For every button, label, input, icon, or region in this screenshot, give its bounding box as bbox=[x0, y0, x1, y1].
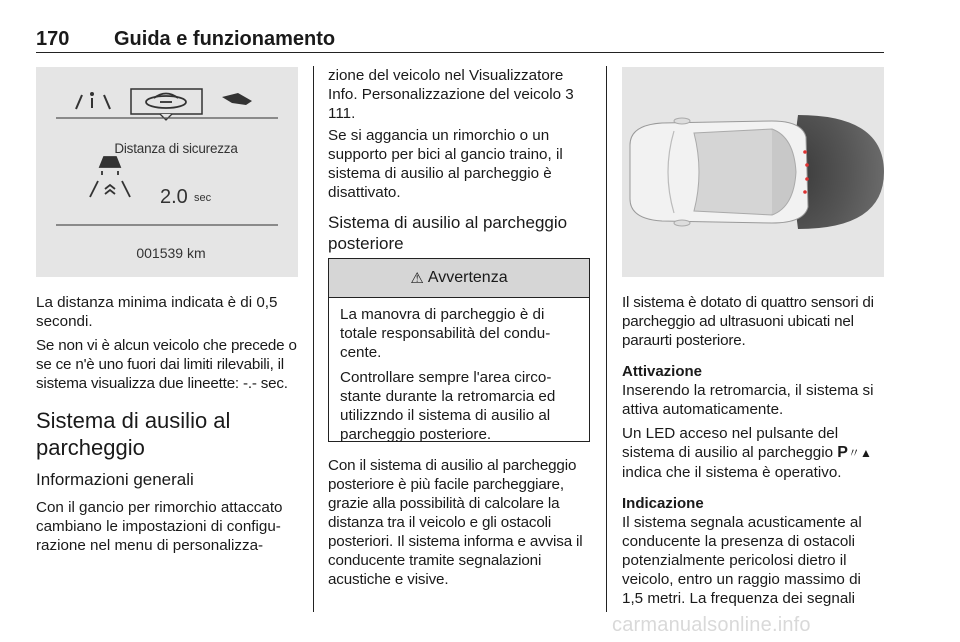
car-topview-drawing bbox=[622, 67, 884, 277]
page-reference[interactable]: 3 111. bbox=[328, 86, 574, 122]
paragraph: Il sistema è dotato di quattro sensori di parcheggio ad ultrasuoni ubicati nel paraurti posteriore. bbox=[622, 294, 874, 349]
following-distance-icon bbox=[90, 157, 130, 197]
parking-sensor-illustration bbox=[622, 67, 884, 277]
subsection-heading: Indicazione bbox=[622, 495, 704, 512]
warning-body bbox=[329, 298, 589, 444]
paragraph-text: Un LED acceso nel pulsante del sistema di ausilio al parcheggio bbox=[622, 425, 839, 461]
paragraph bbox=[622, 424, 886, 482]
subsection-heading: Sistema di ausilio al parcheggio posteriore bbox=[328, 213, 568, 253]
warning-box bbox=[328, 258, 590, 442]
watermark: carmanualsonline.info bbox=[612, 614, 811, 636]
page-number: 170 bbox=[36, 28, 70, 50]
page-header bbox=[0, 0, 960, 60]
paragraph: Se si aggancia un rimorchio o un supporto per bici al gancio traino, il sistema di ausilio al parcheggio è disattivato. bbox=[328, 127, 563, 201]
park-assist-waves-icon: 〃▲ bbox=[847, 446, 872, 460]
paragraph: La distanza minima indicata è di 0,5 secondi. bbox=[36, 294, 278, 330]
car-body bbox=[630, 118, 808, 226]
column-divider-right bbox=[606, 66, 607, 612]
header-rule bbox=[36, 52, 884, 53]
left-column bbox=[36, 293, 304, 560]
instrument-cluster-illustration bbox=[36, 67, 298, 277]
vehicle-ahead-icon bbox=[146, 94, 186, 109]
middle-column-lower bbox=[328, 456, 592, 594]
section-heading: Sistema di ausilio al parcheggio bbox=[36, 408, 231, 460]
distance-unit: sec bbox=[194, 192, 212, 204]
cluster-icons bbox=[56, 85, 278, 260]
warning-title: Avvertenza bbox=[427, 269, 508, 286]
right-column bbox=[622, 293, 886, 613]
selector-pointer bbox=[160, 114, 172, 120]
warning-paragraph: La manovra di parcheggio è di totale responsabilità del conducente. bbox=[340, 306, 551, 361]
odometer-readout: 001539 km bbox=[136, 245, 206, 261]
lane-departure-icon bbox=[76, 93, 110, 109]
warning-paragraph: Controllare sempre l'area circostante durante la retromarcia ed utilizzndo il sistema di ausilio al parcheggio posteriore. bbox=[340, 369, 556, 443]
distance-value: 2.0 bbox=[160, 186, 188, 208]
section-title: Guida e funzionamento bbox=[114, 28, 336, 50]
paragraph: Con il sistema di ausilio al parcheggio posteriore è più facile parcheggiare, grazie alla possibilità di calcolare la distanza tra il veicolo e gli ostacoli posteriori. Il sistema informa e avvisa il conducente tramite segnalazioni acustiche e visive. bbox=[328, 457, 583, 588]
warning-triangle-icon: ⚠ bbox=[410, 270, 424, 287]
middle-column bbox=[328, 66, 592, 262]
paragraph-text: indica che il sistema è operativo. bbox=[622, 464, 842, 481]
cluster-display bbox=[56, 85, 278, 260]
paragraph: Il sistema segnala acusticamente al conducente la presenza di ostacoli potenzialmente pericolosi dietro il veicolo, entro un raggio massimo di 1,5 metri. La frequenza dei segnali bbox=[622, 514, 862, 607]
paragraph: Con il gancio per rimorchio attaccato cambiano le impostazioni di configurazione nel menu di personalizza- bbox=[36, 499, 283, 554]
paragraph: Inserendo la retromarcia, il sistema si attiva automaticamente. bbox=[622, 382, 874, 418]
column-divider-left bbox=[313, 66, 314, 612]
cluster-title: Distanza di sicurezza bbox=[114, 141, 238, 156]
paragraph bbox=[328, 66, 592, 123]
warning-header bbox=[329, 259, 589, 298]
subsection-heading: Attivazione bbox=[622, 363, 703, 380]
paragraph-text: zione del veicolo nel Visualizzatore Info. Personalizzazione del veicolo bbox=[328, 67, 564, 103]
park-assist-icon: P bbox=[837, 444, 848, 461]
subsection-heading: Informazioni generali bbox=[36, 470, 194, 489]
road-sign-icon bbox=[222, 93, 252, 105]
paragraph: Se non vi è alcun veicolo che precede o se ce n'è uno fuori dai limiti rilevabili, il sistema visualizza due lineette: -.- sec. bbox=[36, 337, 297, 392]
